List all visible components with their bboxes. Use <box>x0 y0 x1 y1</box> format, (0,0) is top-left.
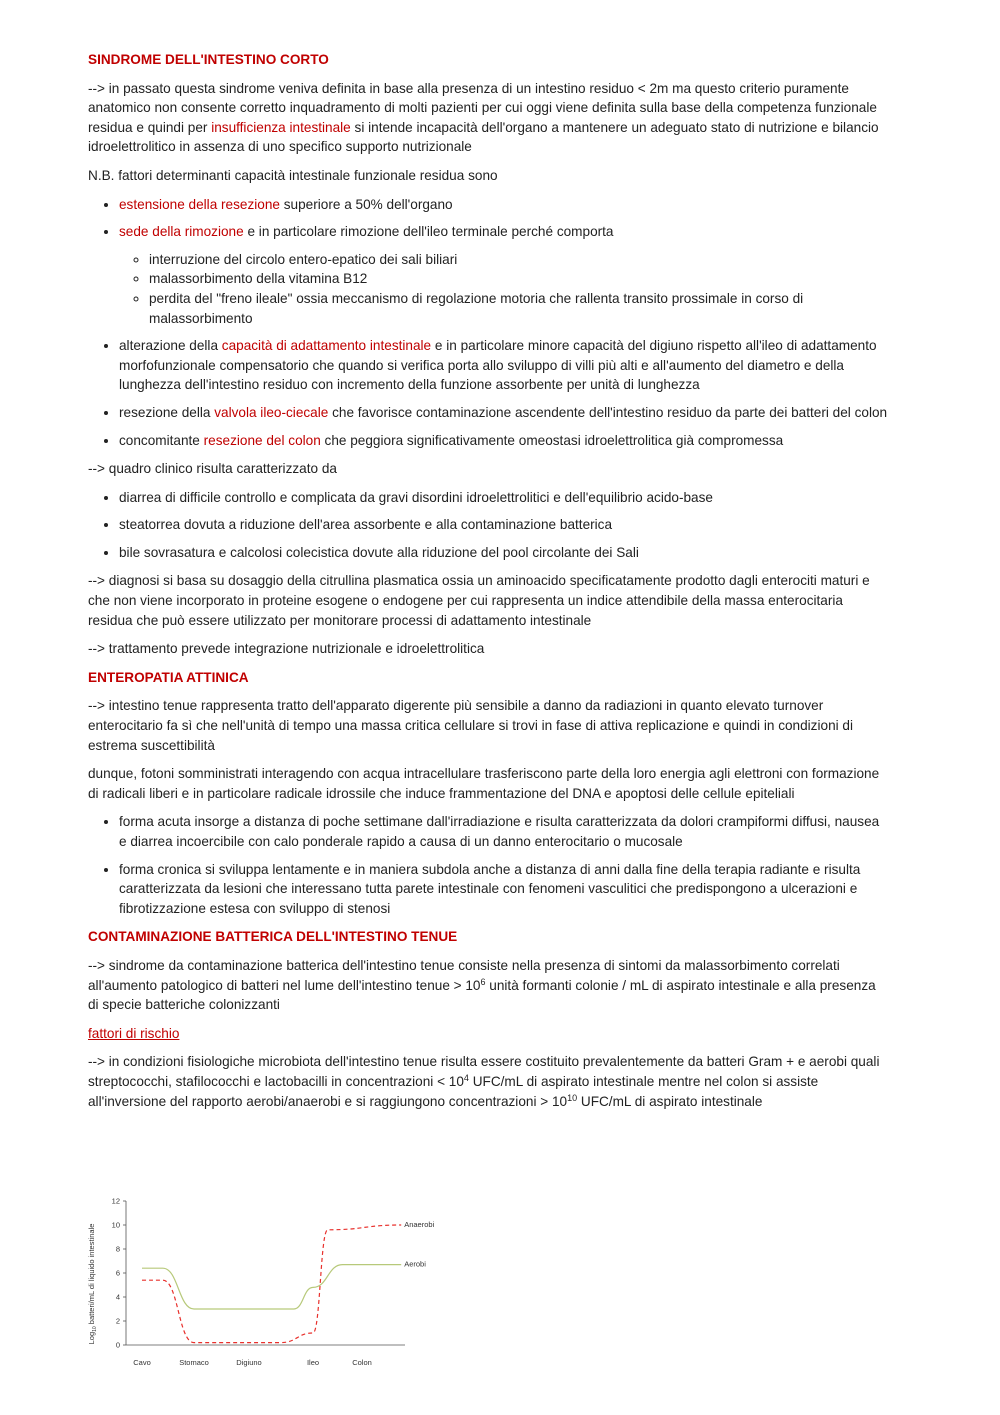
forms-list <box>88 812 888 918</box>
list-item <box>119 195 888 215</box>
sub-list-item: ◦ malassorbimento della vitamina B12 <box>149 269 888 289</box>
paragraph: --> trattamento prevede integrazione nutrizionale e idroelettrolitica <box>88 641 485 657</box>
x-tick-label: Cavo <box>133 1358 151 1367</box>
sub-list-item: ◦ perdita del "freno ileale" ossia meccanismo di regolazione motoria che rallenta transito prossimale in corso di malassorbimento <box>149 289 888 328</box>
superscript: 6 <box>480 976 486 987</box>
list-item <box>119 336 888 395</box>
x-tick-label: Stomaco <box>179 1358 209 1367</box>
text: e in particolare minore capacità del digiuno rispetto all'ileo di adattamento morfofunzionale compensatorio che quando si verifica porta allo sviluppo di villi più alti e all'aumento del diametro e della lunghezza dell'intestino residuo con incremento della funzione assorbente per unità di lunghezza <box>119 338 877 393</box>
highlight-text: insufficienza intestinale <box>211 119 351 135</box>
y-tick-label: 10 <box>111 1220 120 1230</box>
text: --> in passato questa sindrome veniva definita in base alla presenza di un intestino residuo < 2m ma questo criterio puramente anatomico non consente corretto inquadramento di molti pazienti per cui oggi viene definita sulla base della competenza funzionale residua e quindi per <box>88 80 877 135</box>
text: si intende incapacità dell'organo a mantenere un adeguato stato di nutrizione e bilancio idroelettrolitico in assenza di uno specifico supporto nutrizionale <box>88 119 879 155</box>
superscript: 4 <box>463 1072 469 1083</box>
list-item: • steatorrea dovuta a riduzione dell'area assorbente e alla contaminazione batterica <box>119 515 888 535</box>
sub-list-item: ◦ interruzione del circolo entero-epatico dei sali biliari <box>149 250 888 270</box>
list-item <box>119 431 888 451</box>
text: UFC/mL di aspirato intestinale mentre nel colon si assiste all'inversione del rapporto aerobi/anaerobi e si raggiungono concentrazioni > 10 <box>88 1073 819 1109</box>
y-tick-label: 8 <box>115 1244 120 1254</box>
list-item <box>119 222 888 328</box>
list-item: • bile sovrasatura e calcolosi colecistica dovute alla riduzione del pool circolante dei Sali <box>119 543 888 563</box>
paragraph: N.B. fattori determinanti capacità intestinale funzionale residua sono <box>88 167 498 183</box>
text: --> sindrome da contaminazione batterica dell'intestino tenue consiste nella presenza di sintomi da malassorbimento correlati all'aumento patologico di batteri nel lume dell'intestino tenue > 10 <box>88 957 840 993</box>
text: resezione della <box>119 404 215 420</box>
text: concomitante <box>119 432 204 448</box>
section-title-enteropatia-attinica: ENTEROPATIA ATTINICA <box>88 669 249 685</box>
chart-series <box>142 1220 435 1343</box>
section-title-intestino-corto: SINDROME DELL'INTESTINO CORTO <box>88 52 329 67</box>
x-tick-label: Digiuno <box>236 1358 262 1367</box>
text: e in particolare rimozione dell'ileo terminale perché comporta <box>243 224 614 240</box>
x-tick-label: Ileo <box>306 1358 320 1367</box>
list-item: • forma acuta insorge a distanza di poche settimane dall'irradiazione e risulta caratterizzata da dolori crampiformi diffusi, nausea e diarrea incoercibile con calo ponderale rapido a causa di un danno enterocitario o mucosale <box>119 812 888 851</box>
x-tick-label: Colon <box>352 1358 372 1367</box>
paragraph: dunque, fotoni somministrati interagendo con acqua intracellulare trasferiscono parte della loro energia agli elettroni con formazione di radicali liberi e in particolare radicale idrossile che induce frammentazione del DNA e apoptosi delle cellule epiteliali <box>88 766 880 801</box>
paragraph: --> intestino tenue rappresenta tratto dell'apparato digerente più sensibile a danno da radiazioni in quanto elevato turnover enterocitario fa sì che nell'unità di tempo una massa critica cellulare si trovi in fase di attiva replicazione e quindi in condizioni di estrema suscettibilità <box>88 698 854 753</box>
paragraph <box>88 79 888 157</box>
list-item: • diarrea di difficile controllo e complicata da gravi disordini idroelettrolitici e dell'equilibrio acido-base <box>119 488 888 508</box>
y-tick-label: 4 <box>115 1292 120 1302</box>
factor-list <box>88 195 888 451</box>
sub-list <box>119 250 888 328</box>
series-line-aerobi <box>142 1265 401 1309</box>
clinical-list <box>88 488 888 563</box>
highlight-text: capacità di adattamento intestinale <box>221 338 432 354</box>
text: che peggiora significativamente omeostasi idroelettrolitica già compromessa <box>320 432 784 448</box>
paragraph: --> quadro clinico risulta caratterizzato da <box>88 461 337 477</box>
bacteria-concentration-chart <box>80 1192 450 1377</box>
document-body <box>88 50 888 1120</box>
chart-axes <box>112 1197 405 1368</box>
section-title-contaminazione-batterica: CONTAMINAZIONE BATTERICA DELL'INTESTINO TENUE <box>88 929 458 945</box>
highlight-text: resezione del colon <box>203 432 321 448</box>
text: --> in condizioni fisiologiche microbiota dell'intestino tenue risulta essere costituito prevalentemente da batteri Gram + e aerobi quali streptococchi, stafilococchi e lactobacilli in concentrazioni < 10 <box>88 1054 880 1089</box>
y-tick-label: 6 <box>115 1268 120 1278</box>
text: UFC/mL di aspirato intestinale <box>577 1093 763 1109</box>
text: alterazione della <box>119 338 222 354</box>
y-tick-label: 2 <box>115 1316 120 1326</box>
text: superiore a 50% dell'organo <box>279 196 453 212</box>
list-item <box>119 403 888 423</box>
highlight-text: valvola ileo-ciecale <box>214 404 329 420</box>
paragraph <box>88 956 888 1015</box>
list-item: • forma cronica si sviluppa lentamente e in maniera subdola anche a distanza di anni dalla fine della terapia radiante e risulta caratterizzata da lesioni che interessano tutta parete intestinale con fenomeni vasculitici che predispongono a ulcerazioni e fibrotizzazione estesa con sviluppo di stenosi <box>119 860 888 919</box>
y-tick-label: 0 <box>115 1340 120 1350</box>
text: unità formanti colonie / mL di aspirato intestinale e alla presenza di specie batteriche colonizzanti <box>88 977 876 1013</box>
series-line-anaerobi <box>142 1225 401 1343</box>
y-tick-label: 12 <box>111 1196 120 1206</box>
superscript: 10 <box>567 1092 578 1103</box>
highlight-text: sede della rimozione <box>119 224 244 240</box>
paragraph <box>88 1052 888 1111</box>
paragraph: --> diagnosi si basa su dosaggio della citrullina plasmatica ossia un aminoacido specificatamente prodotto dagli enterociti maturi e che non viene incorporato in proteine esogene o endogene per cui rappresenta un indice attendibile della massa enterocitaria residua che può essere utilizzato per monitorare processi di adattamento intestinale <box>88 573 870 628</box>
series-label-aerobi: Aerobi <box>404 1259 426 1269</box>
y-axis-label: Log$_{10}$ batteri/mL di liquido intestinale <box>87 1223 98 1345</box>
paragraph <box>88 1024 888 1044</box>
series-label-anaerobi: Anaerobi <box>404 1220 435 1229</box>
subheading-fattori-di-rischio: fattori di rischio <box>88 1025 180 1041</box>
highlight-text: estensione della resezione <box>119 196 280 212</box>
text: che favorisce contaminazione ascendente dell'intestino residuo da parte dei batteri del colon <box>328 404 888 420</box>
